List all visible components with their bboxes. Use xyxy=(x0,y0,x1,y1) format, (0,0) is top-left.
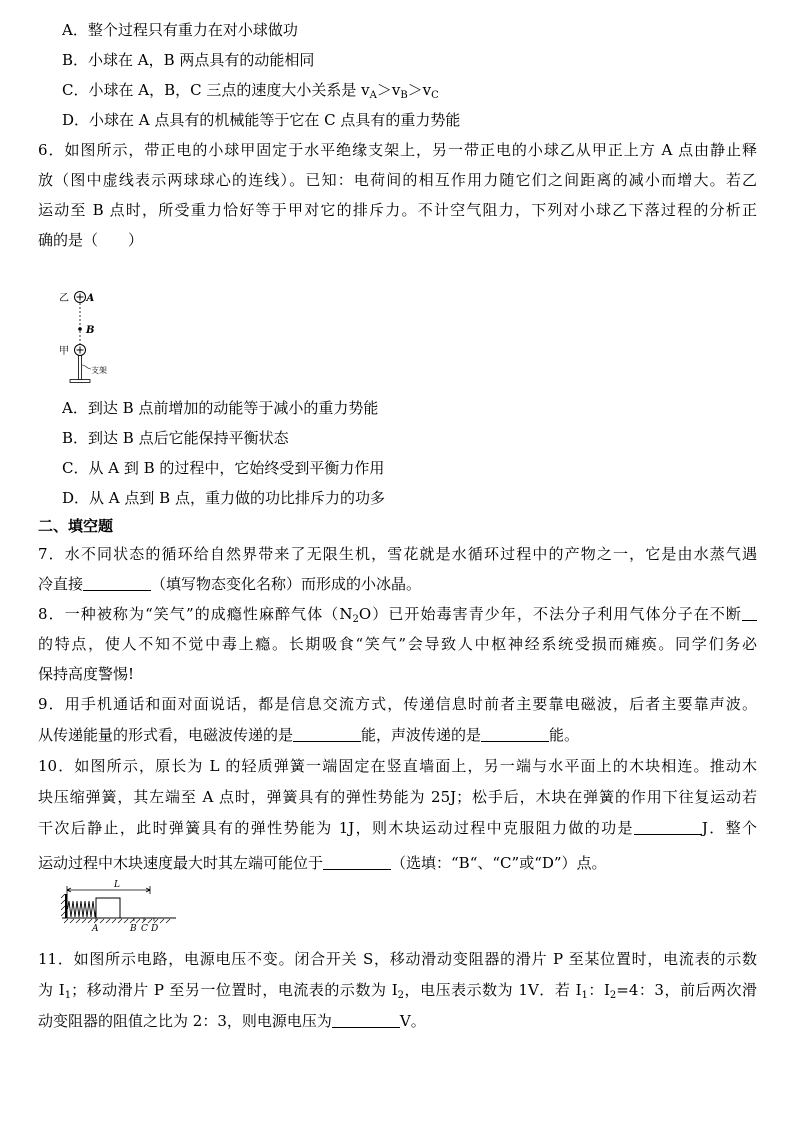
subscript: 2 xyxy=(352,614,359,625)
spring xyxy=(68,901,97,917)
point-c-label: C xyxy=(141,924,148,934)
q8-line xyxy=(38,599,757,629)
subscript: B xyxy=(400,90,408,101)
ball-yi-label: 乙 xyxy=(59,293,69,304)
q11-text: 为 I xyxy=(38,981,65,999)
q11-text: ：I xyxy=(587,981,610,999)
q9-text: 能。 xyxy=(549,726,580,744)
q8-line: 的特点，使人不知不觉中毒上瘾。长期吸食“笑气”会导致人中枢神经系统受损而瘫痪。同学们务必 xyxy=(38,635,757,653)
option-c-text: ＞v xyxy=(376,81,401,99)
q6-stem-line: 放（图中虚线表示两球球心的连线）。已知：电荷间的相互作用力随它们之间距离的减小而增大。若乙 xyxy=(38,171,757,189)
answer-blank xyxy=(332,1015,400,1028)
q6-stem-line: 确的是（ ） xyxy=(38,231,144,249)
q8-line: 保持高度警惕! xyxy=(38,665,135,683)
point-d-label: D xyxy=(151,924,159,934)
option-c-text: C．小球在 A，B，C 三点的速度大小关系是 v xyxy=(62,81,370,99)
q6-option-a: A．到达 B 点前增加的动能等于减小的重力势能 xyxy=(62,399,379,417)
option-c xyxy=(62,75,757,105)
q11-line xyxy=(38,1006,757,1036)
q6-stem-line: 运动至 B 点时，所受重力恰好等于甲对它的排斥力。不计空气阻力，下列对小球乙下落过程的分析正 xyxy=(38,201,757,219)
stand-base xyxy=(70,380,90,383)
q8-text: 8．一种被称为“笑气”的成瘾性麻醉气体（N xyxy=(38,605,353,623)
stand-leader-line xyxy=(82,365,91,369)
answer-blank xyxy=(742,608,757,621)
q6-option-b: B．到达 B 点后它能保持平衡状态 xyxy=(62,429,289,447)
q9-text: 从传递能量的形式看，电磁波传递的是 xyxy=(38,726,294,744)
wall-hatching xyxy=(61,894,65,916)
q7-text: （填写物态变化名称）而形成的小冰晶。 xyxy=(151,575,422,593)
q7-text: 冷直接 xyxy=(38,575,84,593)
subscript: 1 xyxy=(581,990,588,1001)
q9-line: 9．用手机通话和面对面说话，都是信息交流方式，传递信息时前者主要靠电磁波，后者主要靠声波。 xyxy=(38,695,757,713)
subscript: A xyxy=(369,90,377,101)
point-b-dot xyxy=(78,327,82,331)
point-a-label: A xyxy=(86,293,95,304)
q11-line xyxy=(38,975,757,1006)
q9-line xyxy=(38,720,757,751)
wall xyxy=(65,894,68,918)
subscript: 2 xyxy=(609,990,617,1001)
q10-line: 10．如图所示，原长为 L 的轻质弹簧一端固定在竖直墙面上，另一端与水平面上的木块相连。推动木 xyxy=(38,757,757,775)
q11-line: 11．如图所示电路，电源电压不变。闭合开关 S，移动滑动变阻器的滑片 P 至某位置时，电流表的示数 xyxy=(38,950,757,968)
q10-line xyxy=(38,813,757,844)
q6-figure xyxy=(0,255,794,393)
q10-text: （选填：“B“、“C”或“D”）点。 xyxy=(391,854,607,872)
length-label: L xyxy=(114,880,120,890)
q11-text: V。 xyxy=(399,1012,426,1030)
subscript: 2 xyxy=(397,990,405,1001)
q11-text: =4：3，前后两次滑 xyxy=(616,981,757,999)
section-heading: 二、填空题 xyxy=(38,517,114,535)
point-b-label: B xyxy=(130,924,137,934)
subscript: C xyxy=(431,90,439,101)
option-a: A．整个过程只有重力在对小球做功 xyxy=(62,21,298,39)
option-b: B．小球在 A，B 两点具有的动能相同 xyxy=(62,51,315,69)
point-a-label: A xyxy=(92,924,99,934)
spring-block-diagram xyxy=(58,878,183,943)
point-b-label: B xyxy=(86,325,95,336)
option-d: D．小球在 A 点具有的机械能等于它在 C 点具有的重力势能 xyxy=(62,111,461,129)
answer-blank xyxy=(634,822,702,835)
q7-line: 7．水不同状态的循环给自然界带来了无限生机，雪花就是水循环过程中的产物之一，它是由水蒸气遇 xyxy=(38,545,757,563)
q10-line xyxy=(38,848,757,878)
stand-post xyxy=(79,356,82,380)
q10-text: 干次后静止，此时弹簧具有的弹性势能为 1J，则木块运动过程中克服阻力做的功是 xyxy=(38,819,634,837)
subscript: 1 xyxy=(64,990,72,1001)
answer-blank xyxy=(293,729,361,742)
length-dimension-line xyxy=(67,886,150,894)
q11-text: 动变阻器的阻值之比为 2：3，则电源电压为 xyxy=(38,1012,332,1030)
q7-line xyxy=(38,569,757,599)
q8-text: O）已开始毒害青少年，不法分子利用气体分子在不断 xyxy=(358,605,742,623)
q11-text: ，电压表示数为 1V．若 I xyxy=(404,981,582,999)
q10-text: 运动过程中木块速度最大时其左端可能位于 xyxy=(38,854,324,872)
q11-text: ；移动滑片 P 至另一位置时，电流表的示数为 I xyxy=(71,981,398,999)
q10-text: J．整个 xyxy=(701,819,757,837)
q6-option-d: D．从 A 点到 B 点，重力做的功比排斥力的功多 xyxy=(62,489,385,507)
option-c-text: ＞v xyxy=(407,81,432,99)
charged-balls-diagram xyxy=(55,255,130,393)
answer-blank xyxy=(323,857,391,870)
q10-line: 块压缩弹簧，其左端至 A 点时，弹簧具有的弹性势能为 25J；松手后，木块在弹簧的作用下往复运动若 xyxy=(38,788,757,806)
stand-label: 支架 xyxy=(91,366,107,375)
answer-blank xyxy=(481,729,549,742)
q10-figure xyxy=(0,878,794,943)
q6-stem-line: 6．如图所示，带正电的小球甲固定于水平绝缘支架上，另一带正电的小球乙从甲正上方 A 点由静止释 xyxy=(38,141,757,159)
answer-blank xyxy=(83,578,151,591)
ball-jia-label: 甲 xyxy=(59,346,69,357)
wooden-block xyxy=(96,898,120,918)
q9-text: 能，声波传递的是 xyxy=(361,726,482,744)
q6-option-c: C．从 A 到 B 的过程中，它始终受到平衡力作用 xyxy=(62,459,385,477)
